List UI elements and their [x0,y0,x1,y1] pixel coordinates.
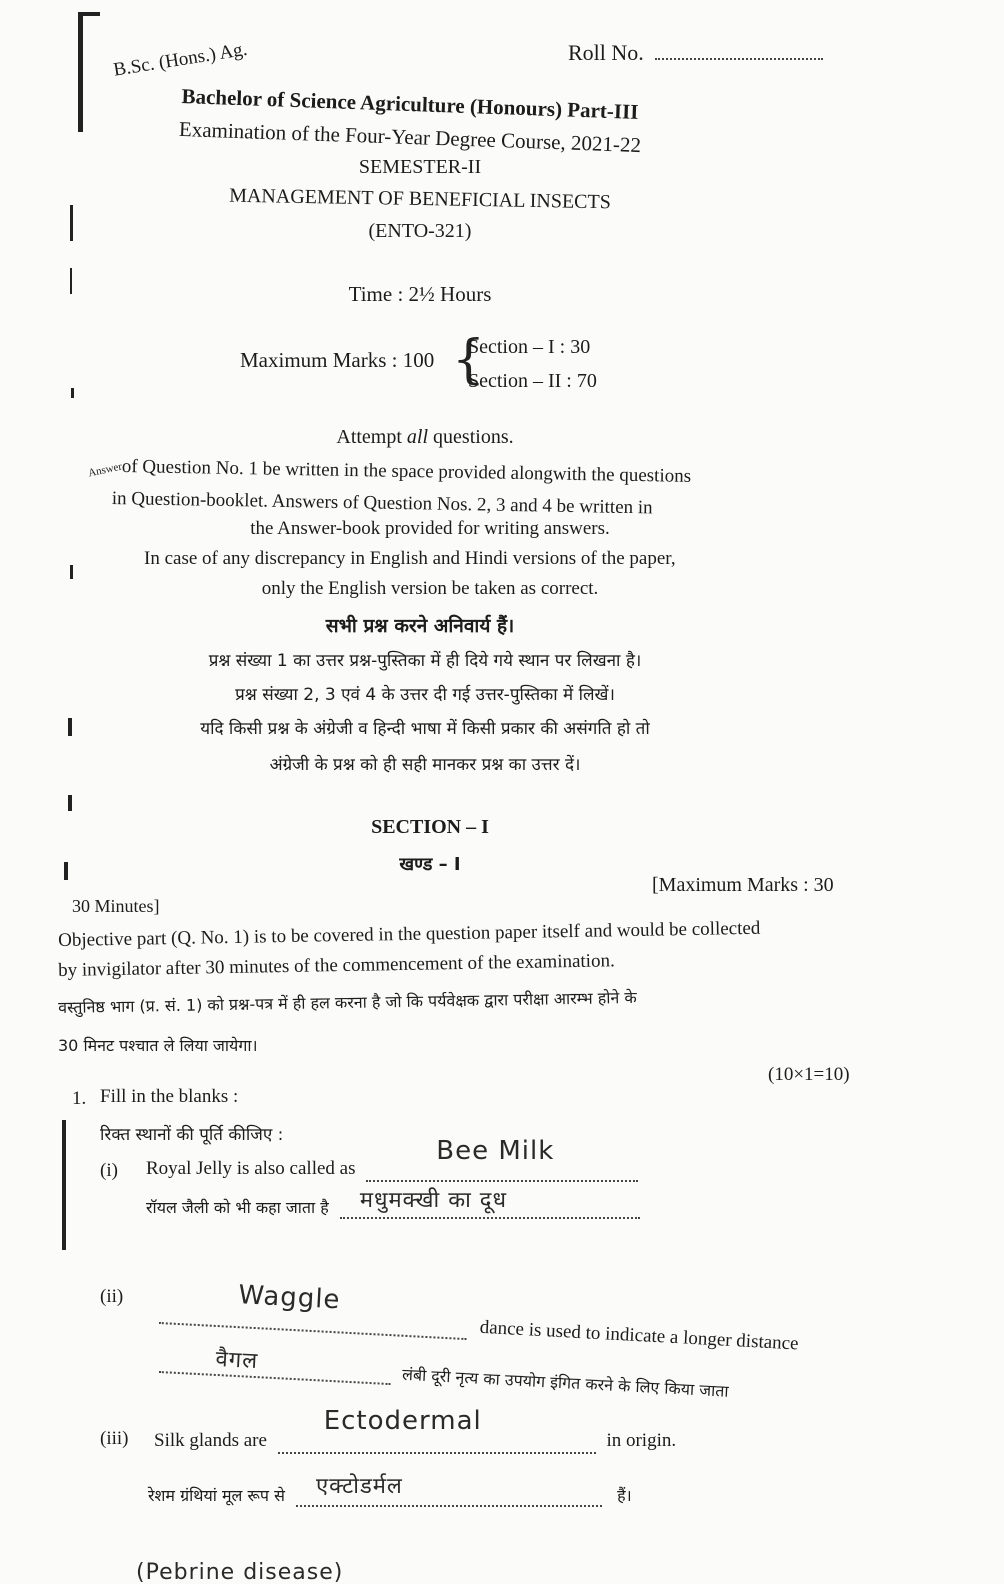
answer-blank[interactable] [366,1136,638,1182]
handwritten-answer: एक्टोडर्मल [316,1474,403,1499]
handwritten-answer: मधुमक्खी का दूध [359,1188,508,1213]
section-time: 30 Minutes] [72,896,160,916]
margin-mark [78,12,83,132]
blank-item: Royal Jelly is also called as Bee Milk [146,1158,638,1182]
question-label-hindi: रिक्त स्थानों की पूर्ति कीजिए : [100,1125,284,1145]
subject-title: MANAGEMENT OF BENEFICIAL INSECTS [229,184,612,214]
objective-note: Objective part (Q. No. 1) is to be covered in the question paper itself and would be collected [58,917,761,951]
examination-title: Examination of the Four-Year Degree Course, 2021-22 [178,116,642,158]
roll-number-field [568,40,823,66]
hindi-instruction: सभी प्रश्न करने अनिवार्य हैं। [325,615,515,637]
course-code: B.Sc. (Hons.) Ag. [112,38,249,81]
roll-number-blank [655,58,823,60]
question-number: 1. [72,1088,87,1109]
question-marks: (10×1=10) [768,1064,850,1085]
exam-time: Time : 2½ Hours [348,282,492,306]
blank-item-number: (i) [100,1160,118,1181]
answer-word: Answer [87,460,124,480]
subject-code: (ENTO-321) [368,220,472,242]
handwritten-answer: Ectodermal [323,1406,482,1436]
handwritten-answer: Waggle [237,1280,342,1316]
hindi-instruction: प्रश्न संख्या 1 का उत्तर प्रश्न-पुस्तिका में ही दिये गये स्थान पर लिखना है। [208,651,642,671]
degree-title: Bachelor of Science Agriculture (Honours) Part-III [181,84,639,124]
handwritten-note: (Pebrine disease) [136,1560,344,1584]
blank-item-number: (iii) [100,1428,129,1449]
hindi-instruction: यदि किसी प्रश्न के अंग्रेजी व हिन्दी भाषा में किसी प्रकार की असंगति हो तो [200,719,650,739]
section-title: SECTION – I [371,816,489,838]
question-label: Fill in the blanks : [100,1086,239,1107]
instruction-line: of Question No. 1 be written in the space provided alongwith the questions [121,456,692,487]
margin-mark [68,718,72,736]
blank-item-number: (ii) [100,1286,124,1307]
section-max-marks: [Maximum Marks : 30 [652,874,834,896]
objective-note-hindi: वस्तुनिष्ठ भाग (प्र. सं. 1) को प्रश्न-पत्र में ही हल करना है जो कि पर्यवेक्षक द्वारा परीक्षा आरम्भ होने के [58,987,637,1017]
section1-marks: Section – I : 30 [468,336,591,358]
hindi-instruction: प्रश्न संख्या 2, 3 एवं 4 के उत्तर दी गई उत्तर-पुस्तिका में लिखें। [235,685,615,705]
marks-brace: { [452,330,486,390]
semester: SEMESTER-II [358,156,482,178]
margin-mark [68,795,72,811]
margin-mark [71,388,74,398]
instruction-line: In case of any discrepancy in English and Hindi versions of the paper, [144,548,676,569]
blank-item-hindi: वैगल लंबी दूरी नृत्य का उपयोग इंगित करने के लिए किया जाता [159,1350,729,1403]
margin-mark [70,565,73,579]
handwritten-answer: वैगल [214,1346,259,1375]
instruction-line: only the English version be taken as correct. [261,578,599,599]
section2-marks: Section – II : 70 [468,370,597,392]
answer-blank[interactable] [159,1346,392,1385]
maximum-marks: Maximum Marks : 100 [240,348,435,372]
blank-item-hindi: रेशम ग्रंथियां मूल रूप से एक्टोडर्मल हैं। [148,1484,632,1507]
roll-number-label: Roll No. [568,40,644,65]
answer-blank[interactable] [159,1280,468,1340]
margin-mark [62,1120,66,1250]
margin-mark [70,268,72,294]
blank-item-hindi: रॉयल जैली को भी कहा जाता है मधुमक्खी का दूध [146,1196,640,1219]
attempt-instruction: Attempt all questions. [336,426,514,448]
answer-blank[interactable] [340,1188,640,1219]
margin-mark [82,12,100,16]
instruction-line: in Question-booklet. Answers of Question Nos. 2, 3 and 4 be written in [111,488,653,519]
section-title-hindi: खण्ड – I [399,854,461,875]
blank-item: Waggle dance is used to indicate a longer distance [159,1300,799,1357]
objective-note: by invigilator after 30 minutes of the commencement of the examination. [58,950,615,981]
margin-mark [64,862,68,880]
hindi-instruction: अंग्रेजी के प्रश्न को ही सही मानकर प्रश्न का उत्तर दें। [269,755,581,775]
handwritten-answer: Bee Milk [436,1136,555,1166]
margin-mark [70,205,73,241]
blank-item: Silk glands are Ectodermal in origin. [154,1430,676,1454]
instruction-line: the Answer-book provided for writing answers. [250,518,610,539]
objective-note-hindi: 30 मिनट पश्चात ले लिया जायेगा। [58,1036,258,1055]
